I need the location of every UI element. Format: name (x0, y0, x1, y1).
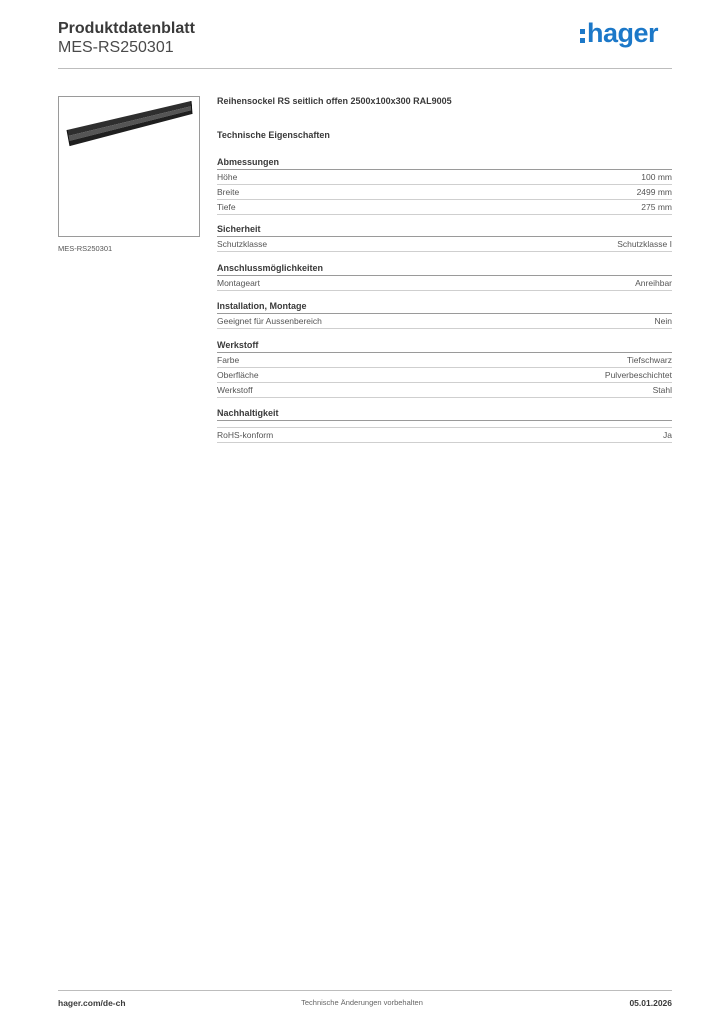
technical-properties-heading: Technische Eigenschaften (217, 130, 330, 140)
logo-dots-icon (579, 24, 586, 46)
hager-logo (579, 18, 658, 49)
footer-divider (58, 990, 672, 991)
property-row (217, 200, 672, 215)
property-value: Pulverbeschichtet (604, 370, 672, 380)
footer-website-link[interactable]: hager.com/de-ch (58, 998, 126, 1008)
document-subtitle: MES-RS250301 (58, 39, 174, 56)
property-row (217, 368, 672, 383)
property-row (217, 185, 672, 200)
property-row (217, 314, 672, 329)
product-image (58, 96, 200, 237)
product-name: Reihensockel RS seitlich offen 2500x100x300 RAL9005 (217, 96, 452, 106)
section-installation (217, 300, 672, 329)
property-value: Schutzklasse I (617, 239, 672, 249)
property-value: 2499 mm (636, 187, 672, 197)
image-caption: MES-RS250301 (58, 244, 113, 253)
property-row (217, 276, 672, 291)
section-title: Anschlussmöglichkeiten (217, 262, 672, 276)
section-title: Sicherheit (217, 223, 672, 237)
property-label: Breite (217, 187, 240, 197)
property-row (217, 237, 672, 252)
property-label: Schutzklasse (217, 239, 268, 249)
property-value: Anreihbar (635, 278, 672, 288)
property-label: Höhe (217, 172, 238, 182)
footer-date: 05.01.2026 (629, 998, 672, 1008)
property-label: Geeignet für Aussenbereich (217, 316, 322, 326)
section-material (217, 339, 672, 398)
property-value: 100 mm (641, 172, 672, 182)
property-value: 275 mm (641, 202, 672, 212)
property-value: Nein (654, 316, 672, 326)
section-sustainability (217, 407, 672, 443)
property-label: Montageart (217, 278, 260, 288)
section-safety (217, 223, 672, 252)
property-label: RoHS-konform (217, 430, 274, 440)
property-label: Farbe (217, 355, 240, 365)
property-row (217, 353, 672, 368)
section-title: Werkstoff (217, 339, 672, 353)
footer-notice: Technische Änderungen vorbehalten (301, 998, 423, 1007)
property-row (217, 383, 672, 398)
property-value: Stahl (652, 385, 672, 395)
section-dimensions (217, 156, 672, 215)
property-label: Oberfläche (217, 370, 259, 380)
property-value: Tiefschwarz (626, 355, 672, 365)
section-connection (217, 262, 672, 291)
property-value: Ja (663, 430, 672, 440)
property-row (217, 170, 672, 185)
product-rail-icon (59, 97, 199, 236)
section-title: Abmessungen (217, 156, 672, 170)
property-row (217, 427, 672, 443)
logo-text: hager (586, 18, 658, 48)
property-label: Tiefe (217, 202, 236, 212)
section-title: Nachhaltigkeit (217, 407, 672, 421)
document-title: Produktdatenblatt (58, 20, 195, 37)
section-title: Installation, Montage (217, 300, 672, 314)
page-header (58, 20, 672, 70)
property-label: Werkstoff (217, 385, 253, 395)
header-divider (58, 68, 672, 69)
